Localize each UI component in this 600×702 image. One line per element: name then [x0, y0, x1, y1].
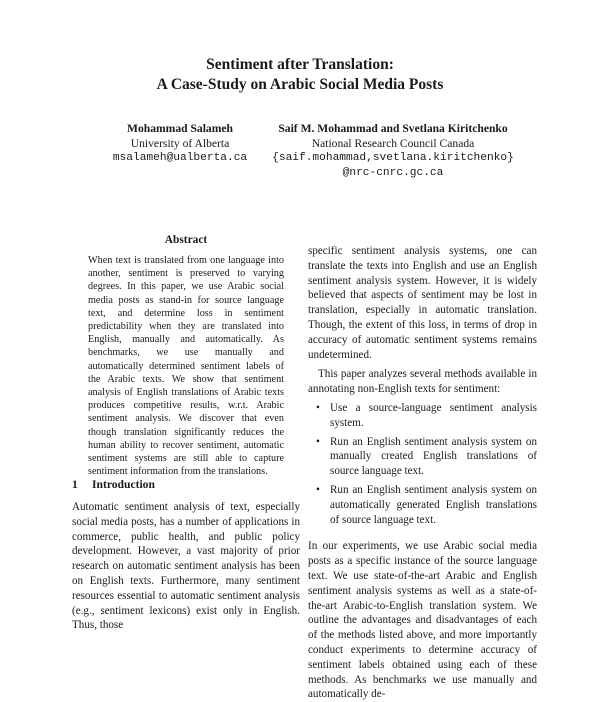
author-email-line-1: {saif.mohammad,svetlana.kiritchenko}	[272, 152, 514, 164]
right-column	[308, 244, 537, 702]
paragraph: specific sentiment analysis systems, one can translate the texts into English and use an English sentiment analysis system. However, it is widely believed that aspects of sentiment may be lost in translation, especially in automatic translation. Though, the extent of this loss, in terms of drop in accuracy of automatic sentiment systems remains undetermined.	[308, 245, 537, 361]
section-title: Introduction	[92, 478, 155, 491]
author-block-2	[248, 121, 538, 181]
author-email: msalameh@ualberta.ca	[112, 152, 248, 164]
author-name: Saif M. Mohammad and Svetlana Kiritchenko	[278, 122, 508, 135]
list-item-text: Run an English sentiment analysis system on manually created English translations of source language text.	[330, 435, 537, 478]
list-item	[316, 483, 537, 527]
author-name: Mohammad Salameh	[127, 122, 233, 135]
list-item	[316, 435, 537, 479]
section-heading	[72, 478, 155, 491]
bullet-list	[308, 401, 537, 527]
paragraph: In our experiments, we use Arabic social media posts as a specific instance of the source language text. We use state-of-the-art Arabic and English sentiment analysis systems as well as a state-of-the-art Arabic-to-English translation system. We outline the advantages and disadvantages of each of the methods listed above, and more importantly conduct experiments to determine accuracy of sentiment labels obtained using each of these methods. As benchmarks we use manually and automatically de-	[308, 540, 537, 701]
bullet-icon: •	[316, 435, 320, 448]
bullet-icon: •	[316, 401, 320, 414]
list-item-text: Use a source-language sentiment analysis system.	[330, 401, 537, 429]
paper-title	[0, 55, 600, 95]
title-line-1: Sentiment after Translation:	[206, 56, 394, 73]
paragraph: This paper analyzes several methods available in annotating non-English texts for sentiment:	[308, 368, 537, 396]
bullet-icon: •	[316, 483, 320, 496]
author-block-1	[95, 121, 265, 166]
author-email-line-2: @nrc-cnrc.gc.ca	[342, 167, 444, 179]
author-affiliation: National Research Council Canada	[311, 137, 475, 150]
introduction-text: Automatic sentiment analysis of text, especially social media posts, has a number of applications in commerce, public health, and public policy development. However, a vast majority of prior research on automatic sentiment analysis has been on English texts. Furthermore, many sentiment resources essential to automatic sentiment analysis (e.g., sentiment lexicons) exist only in English. Thus, those	[72, 501, 300, 632]
section-number: 1	[72, 478, 78, 491]
abstract-heading: Abstract	[164, 234, 208, 246]
abstract-text: When text is translated from one language into another, sentiment is preserved to varying degrees. In this paper, we use Arabic social media posts as stand-in for source language text, and determine loss in sentiment predictability when they are translated into English, manually and automatically. As benchmarks, we use manually and automatically determined sentiment labels of the Arabic texts. We show that sentiment analysis of English translations of Arabic texts produces competitive results, w.r.t. Arabic sentiment analysis. We discover that even though translation significantly reduces the human ability to recover sentiment, automatic sentiment systems are still able to capture sentiment information from the translations.	[88, 255, 284, 478]
list-item	[316, 401, 537, 431]
author-affiliation: University of Alberta	[130, 137, 230, 150]
list-item-text: Run an English sentiment analysis system on automatically generated English translations of source language text.	[330, 483, 537, 526]
title-line-2: A Case-Study on Arabic Social Media Posts	[156, 76, 444, 93]
